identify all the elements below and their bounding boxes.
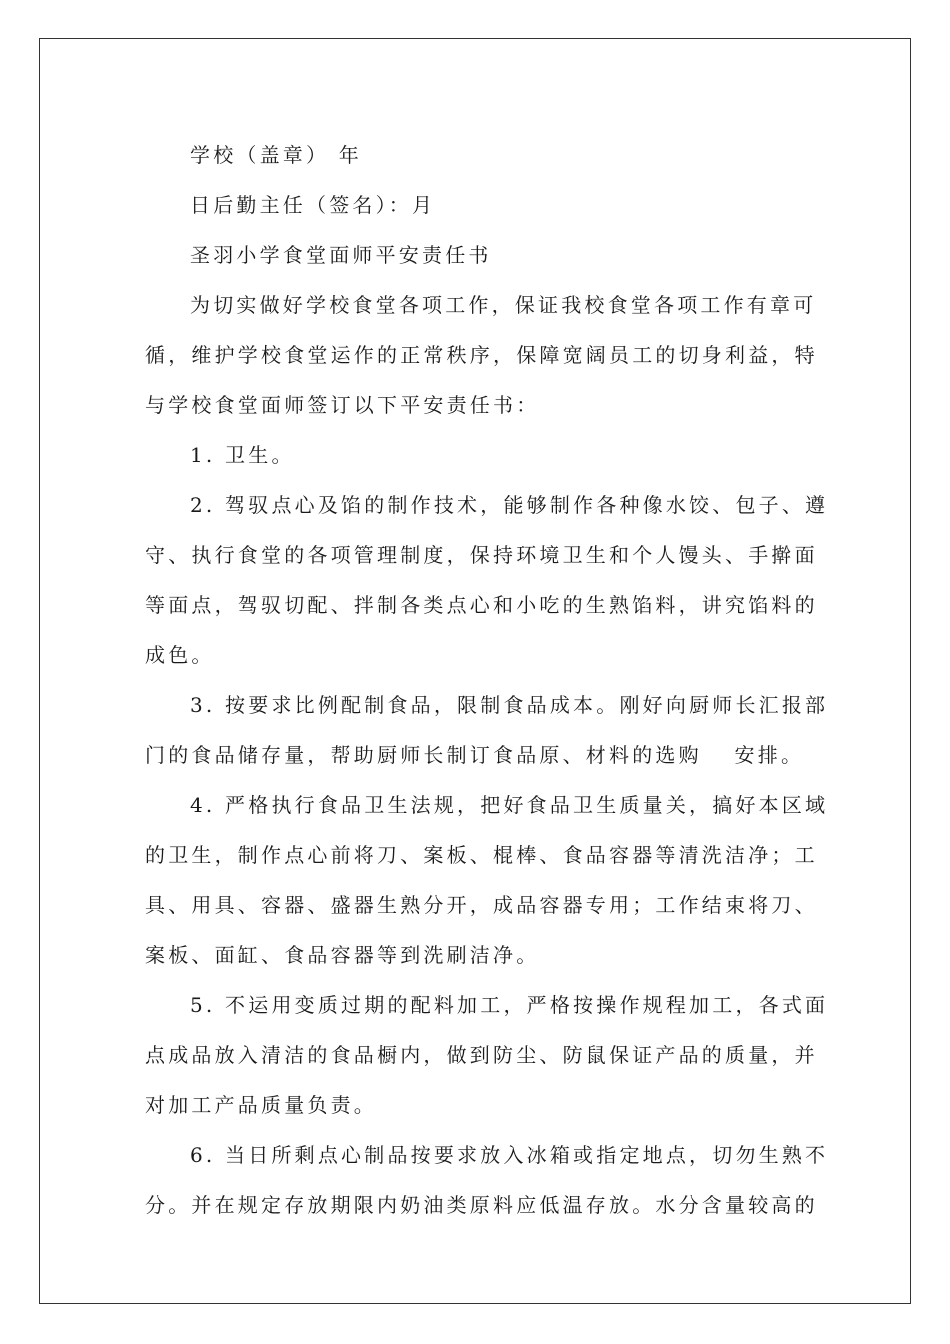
document-body xyxy=(145,130,829,1230)
paragraph-line: 具、用具、容器、盛器生熟分开，成品容器专用；工作结束将刀、 xyxy=(145,893,818,917)
paragraph-line: 门的食品储存量，帮助厨师长制订食品原、材料的选购 安排。 xyxy=(145,743,805,767)
list-item-4: 4. 严格执行食品卫生法规，把好食品卫生质量关，搞好本区域 xyxy=(190,793,829,817)
paragraph-line: 分。并在规定存放期限内奶油类原料应低温存放。水分含量较高的 xyxy=(145,1193,818,1217)
paragraph-line: 案板、面缸、食品容器等到洗刷洁净。 xyxy=(145,943,540,967)
paragraph-line: 为切实做好学校食堂各项工作，保证我校食堂各项工作有章可 xyxy=(190,293,817,317)
paragraph-line: 循，维护学校食堂运作的正常秩序，保障宽阔员工的切身利益，特 xyxy=(145,343,818,367)
paragraph-line: 对加工产品质量负责。 xyxy=(145,1093,377,1117)
list-item-1: 1. 卫生。 xyxy=(190,443,295,467)
paragraph-line: 等面点，驾驭切配、拌制各类点心和小吃的生熟馅料，讲究馅料的 xyxy=(145,593,818,617)
paragraph-line: 点成品放入清洁的食品橱内，做到防尘、防鼠保证产品的质量，并 xyxy=(145,1043,818,1067)
list-item-2: 2. 驾驭点心及馅的制作技术，能够制作各种像水饺、包子、遵 xyxy=(190,493,829,517)
paragraph-line: 与学校食堂面师签订以下平安责任书： xyxy=(145,393,540,417)
signature-line: 日后勤主任（签名）：月 xyxy=(190,193,436,217)
document-title: 圣羽小学食堂面师平安责任书 xyxy=(190,243,492,267)
list-item-6: 6. 当日所剩点心制品按要求放入冰箱或指定地点，切勿生熟不 xyxy=(190,1143,829,1167)
paragraph-line: 成色。 xyxy=(145,643,215,667)
list-item-3: 3. 按要求比例配制食品，限制食品成本。刚好向厨师长汇报部 xyxy=(190,693,829,717)
list-item-5: 5. 不运用变质过期的配料加工，严格按操作规程加工，各式面 xyxy=(190,993,829,1017)
paragraph-line: 守、执行食堂的各项管理制度，保持环境卫生和个人馒头、手擀面 xyxy=(145,543,818,567)
paragraph-line: 的卫生，制作点心前将刀、案板、棍棒、食品容器等清洗洁净；工 xyxy=(145,843,818,867)
seal-line: 学校（盖章） 年 xyxy=(190,143,362,167)
